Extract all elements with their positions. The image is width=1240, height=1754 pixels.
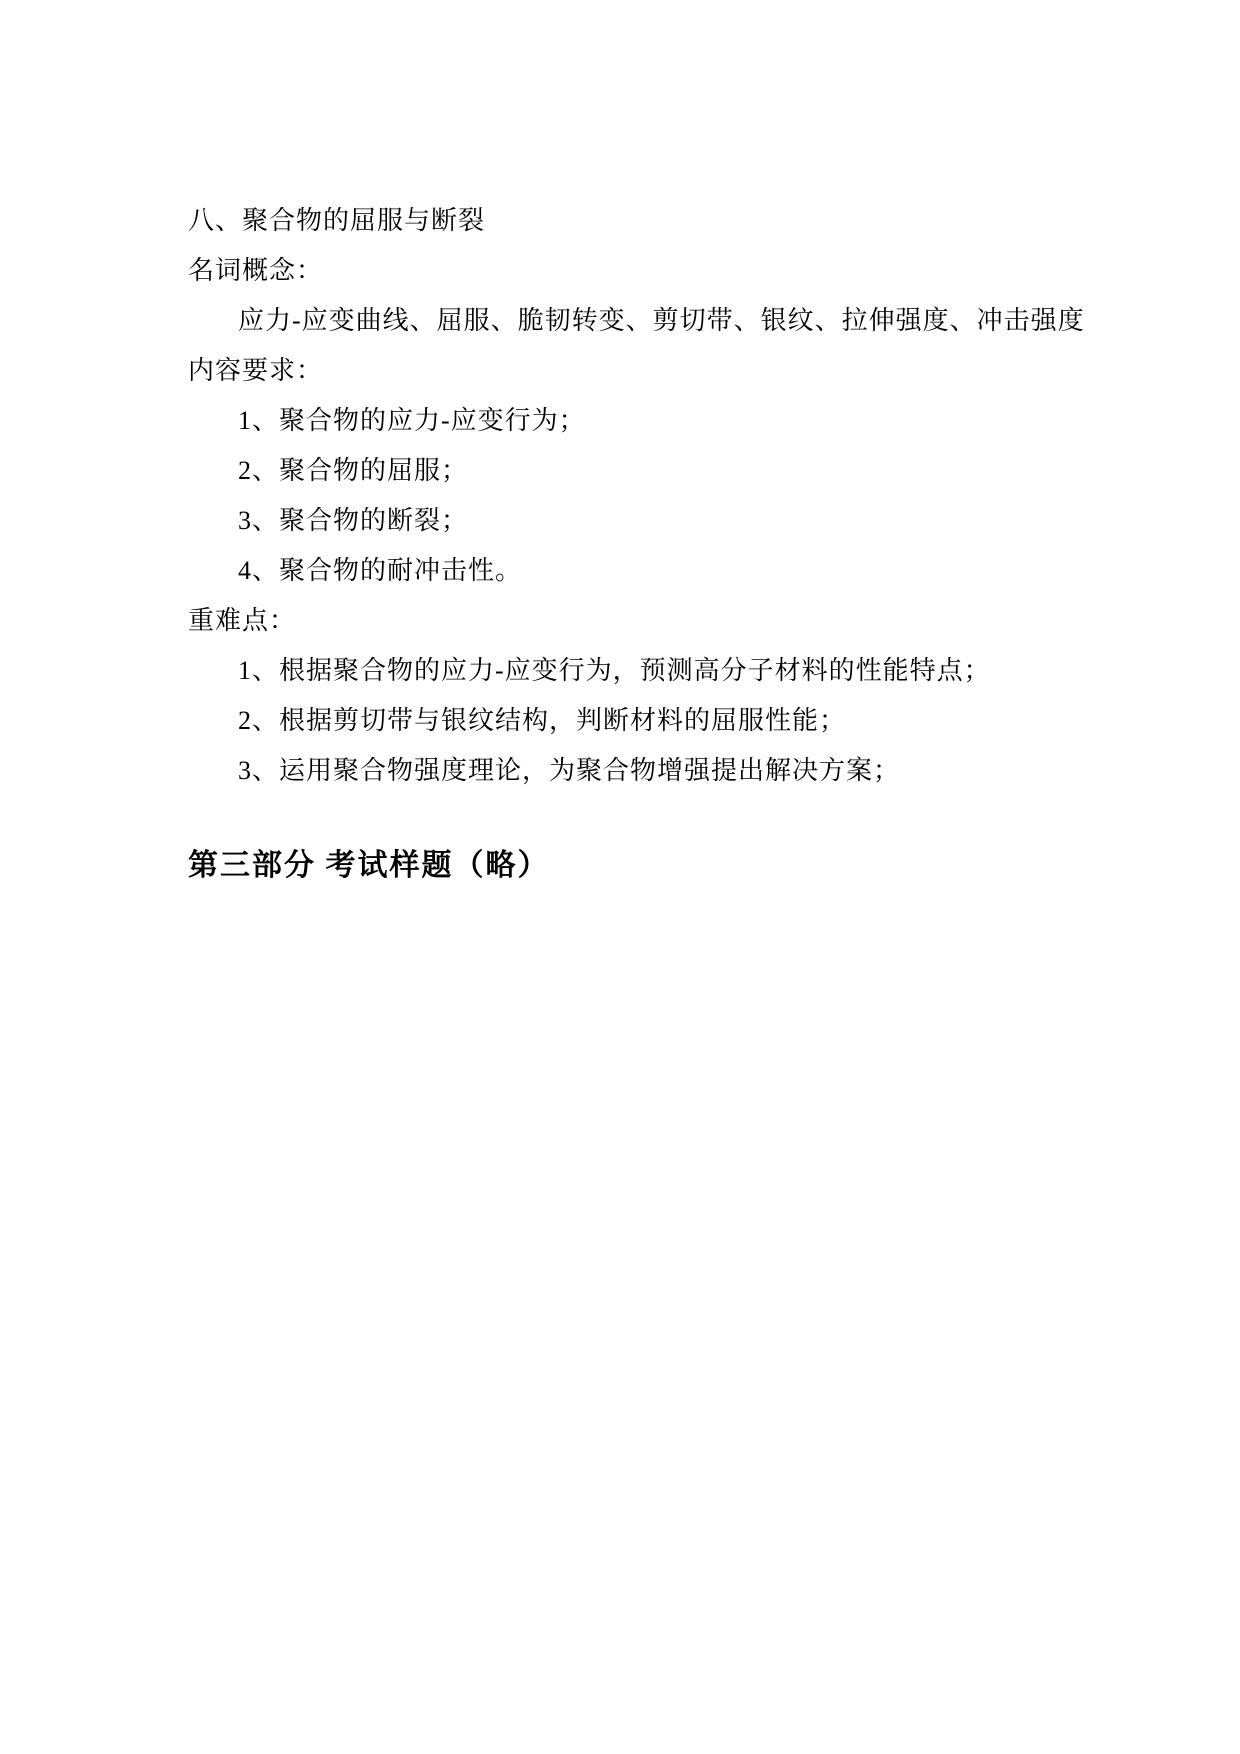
- keypoint-item-1: 1、根据聚合物的应力-应变行为，预测高分子材料的性能特点；: [238, 656, 991, 685]
- keypoint-item-3: 3、运用聚合物强度理论，为聚合物增强提出解决方案；: [238, 756, 901, 785]
- content-item-1: 1、聚合物的应力-应变行为；: [238, 406, 586, 435]
- terms-label: 名词概念：: [188, 256, 324, 285]
- text-block: [188, 196, 1085, 894]
- content-requirements-label: 内容要求：: [188, 356, 324, 385]
- keypoints-label: 重难点：: [188, 606, 297, 635]
- content-item-3: 3、聚合物的断裂；: [238, 506, 469, 535]
- keypoint-item-2: 2、根据剪切带与银纹结构，判断材料的屈服性能；: [238, 706, 847, 735]
- section-title: 八、聚合物的屈服与断裂: [188, 206, 486, 235]
- final-section-heading: 第三部分 考试样题（略）: [188, 849, 550, 882]
- terms-line: 应力-应变曲线、屈服、脆韧转变、剪切带、银纹、拉伸强度、冲击强度: [238, 306, 1085, 335]
- content-item-4: 4、聚合物的耐冲击性。: [238, 556, 523, 585]
- content-item-2: 2、聚合物的屈服；: [238, 456, 469, 485]
